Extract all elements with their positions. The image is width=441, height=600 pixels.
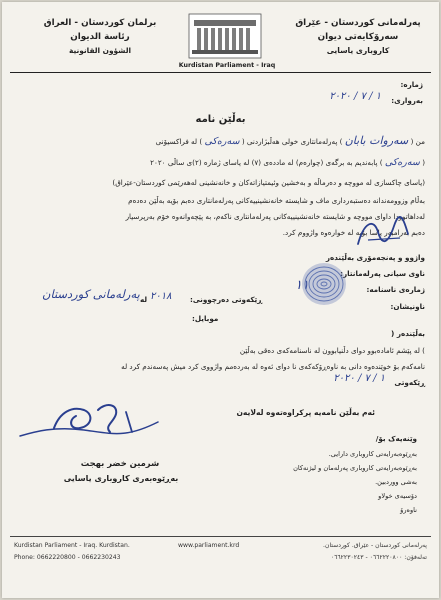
copy-item-3: بەشی ووردبین. [375, 478, 417, 486]
issued-from-label: لە [140, 295, 148, 304]
commitment-label: بەڵێندەر ( [391, 329, 425, 338]
ref-date-label: بەرواری: [391, 96, 423, 105]
crest-caption: Kurdistan Parliament - Iraq [178, 62, 276, 69]
copy-item-4: دۆسیەی خولاو [378, 492, 417, 500]
mp-name-label: ناوی سیانی پەرلەمانتار: [340, 269, 425, 278]
commitment-date-handwritten: ۲۰۲۰ / ۷ / ۱ [333, 373, 385, 384]
body-line-6: دەبم بەرامبەر یاسا بۆیە لە خوارەوە واژووم کرد. [282, 228, 425, 237]
official-signature [14, 392, 164, 452]
header-kurdish [293, 16, 423, 58]
signer-name: شرمین خضر بهجت [80, 458, 160, 468]
copy-item-5: ناوەرۆ [400, 506, 417, 514]
body-line-5: لەداهاتوودا داوای مووچە و شایستە خانەنشینییەکانی پەرلەمانتاری ناکەم، بە پێچەوانەوە خۆم بەرپرسیار [125, 212, 425, 221]
issued-date-label: ڕێکەوتی دەرچوونی: [190, 295, 263, 304]
commitment-line-1: ) لە پێشم ئامادەبوو دوای دڵنیابوون لە ناسنامەکەی دەقی بەڵێن [239, 346, 425, 355]
footer-phone-en: Phone: 0662220800 - 0662230243 [14, 554, 121, 561]
header-ku-line-1: پەرلەمانی کوردستان - عێراق [295, 18, 421, 28]
header-ar-line-1: برلمان كوردستان - العراق [43, 18, 157, 28]
issued-year-handwritten: ٢٠١٨ [150, 291, 172, 302]
body-line-1-pre: من ( [410, 137, 425, 146]
fraction-handwritten: سەرەکی [204, 136, 240, 147]
footer-phone-ku: تەلەفۆن: ٠٦٦٢٢٢٠٨٠٠ - ٠٦٦٢٢٣٠٢٤٣ [330, 554, 427, 561]
copies-heading: وێنەیەک بۆ/ [375, 434, 417, 443]
body-line-2-pre: ( [422, 158, 425, 167]
party-handwritten: سەرەکی [384, 157, 420, 168]
letter-title: بەڵێن نامە [195, 114, 246, 125]
footer-website: www.parliament.krd [178, 542, 240, 549]
mobile-label: موبایل: [192, 314, 219, 323]
header-arabic [40, 16, 160, 58]
body-line-4: بەڵام وزوومەندانە دەستبەرداری ماف و شایستە خانەنشینییەکانی پەرلەمانتاری دەبم بۆیە بەڵێن دەدەم [128, 196, 425, 205]
signature-label: واژوو و پەنجەمۆری بەڵێندەر [325, 253, 425, 262]
body-line-1-post: ) پەرلەمانتاری خولی هەڵبژاردنی ( [241, 137, 343, 146]
body-line-1 [156, 134, 425, 147]
mp-name-handwritten: سەروات بابان [344, 134, 409, 147]
copy-item-2: بەڕێوەبەرایەتی کاروباری پەرلەمان و لیژنەکان [293, 464, 417, 472]
header-ku-line-2: سەرۆکایەتی دیوان [317, 32, 399, 42]
address-label: ناونیشان: [390, 302, 425, 311]
copy-item-1: بەڕێوەبەرایەتی کاروباری دارایی. [328, 450, 417, 458]
header-divider [10, 72, 431, 73]
issued-from-handwritten: پەرلەمانی کوردستان [42, 287, 140, 301]
header-ar-line-3: الشؤون القانونية [68, 46, 132, 55]
header-ku-line-3: کاروباری یاسایی [326, 46, 390, 55]
body-line-2 [150, 157, 425, 168]
id-number-label: ژمارەی ناسنامە: [366, 285, 425, 294]
signer-title: بەڕێوەبەری کاروباری یاسایی [63, 474, 179, 483]
fingerprint-stamp [298, 258, 350, 310]
legal-note: ئەم بەڵێن نامەیە پرکراوەتەوە لەلایەن [236, 408, 375, 417]
header-ar-line-2: رئاسة الديوان [70, 32, 130, 42]
letter-page [2, 2, 439, 598]
body-line-2-post: ) پابەندیم بە برگەی (چوارەم) لە ماددەی (۷) لە یاسای ژمارە (۲)ی ساڵی ۲۰۲۰ [150, 158, 383, 167]
mp-signature [354, 214, 412, 250]
body-line-3: (یاسای چاکسازی لە مووچە و دەرماڵە و بەخشین وئیمتیازاتەکان و خانەنشینی لەهەرێمی کوردستان-عێراق) [112, 178, 425, 187]
commitment-date-label: ڕێکەوتی [394, 378, 425, 387]
footer-divider [10, 536, 431, 537]
body-line-1-end: ) لە فراکسیۆنی [155, 137, 203, 146]
footer-address-ku: پەرلەمانی کوردستان - عێراق. کوردستان. [323, 542, 427, 549]
ref-date-value: ۲۰۲۰ / ۷ / ۱ [329, 91, 381, 102]
footer-address-en: Kurdistan Parliament - Iraq. Kurdistan. [14, 542, 130, 549]
id-number-handwritten: ١١ [295, 278, 309, 293]
commitment-line-2: نامەکەم بۆ خوێندەوە دانی بە ناوەڕۆکەکەی نا دوای ئەوە لە بەردەمم واژووی کرد میش پەسەندم کرد لە [121, 362, 425, 371]
ref-number-label: ژمارە: [400, 80, 423, 89]
parliament-building-logo [186, 10, 264, 62]
